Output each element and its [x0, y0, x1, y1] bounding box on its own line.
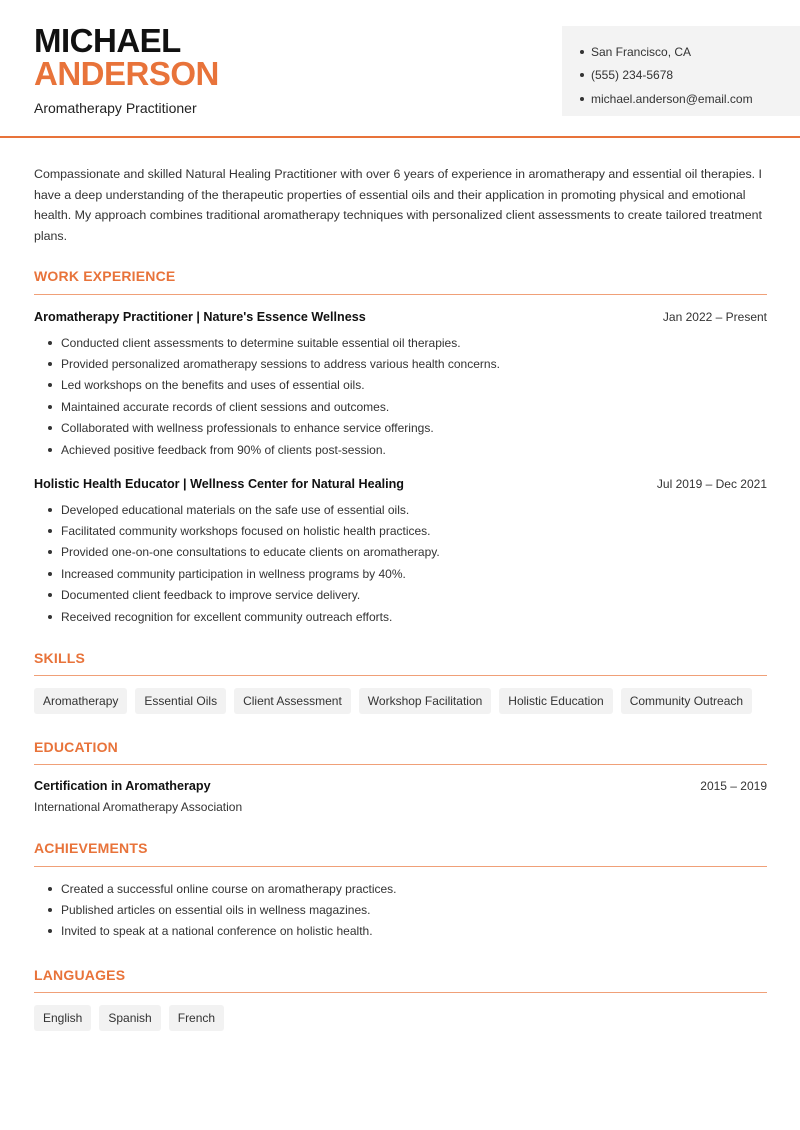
section-title-education: EDUCATION [34, 739, 118, 755]
bullet-text: Provided one-on-one consultations to educate clients on aromatherapy. [61, 545, 440, 560]
bullet-icon [48, 508, 52, 512]
bullet-text: Created a successful online course on aromatherapy practices. [61, 881, 397, 896]
skill-tag: Essential Oils [135, 688, 226, 714]
language-tag: French [169, 1005, 224, 1031]
bullet-text: Invited to speak at a national conference on holistic health. [61, 924, 373, 939]
achievements-list [34, 878, 767, 942]
bullet-icon [48, 341, 52, 345]
job-entry-header [34, 310, 767, 324]
list-item [34, 396, 767, 417]
list-item [34, 375, 767, 396]
section-divider [34, 764, 767, 765]
bullet-icon [48, 593, 52, 597]
section-title-languages: LANGUAGES [34, 967, 126, 983]
bullet-text: Achieved positive feedback from 90% of clients post-session. [61, 442, 386, 457]
skill-tag: Holistic Education [499, 688, 612, 714]
list-item [34, 585, 767, 606]
bullet-text: Facilitated community workshops focused on holistic health practices. [61, 524, 431, 539]
skill-tag: Client Assessment [234, 688, 351, 714]
job-entry-header [34, 477, 767, 491]
bullet-icon [48, 362, 52, 366]
list-item [34, 439, 767, 460]
contact-location [580, 40, 800, 64]
bullet-icon [48, 908, 52, 912]
list-item [34, 520, 767, 541]
languages-list [34, 1005, 224, 1031]
bullet-text: Developed educational materials on the safe use of essential oils. [61, 502, 410, 517]
section-title-achievements: ACHIEVEMENTS [34, 840, 148, 856]
bullet-icon [580, 73, 584, 77]
bullet-icon [580, 50, 584, 54]
job-bullets [34, 332, 767, 460]
list-item [34, 606, 767, 627]
contact-email [580, 87, 800, 111]
institution-name: International Aromatherapy Association [34, 800, 243, 814]
job-bullets [34, 499, 767, 627]
section-divider [34, 294, 767, 295]
bullet-icon [48, 405, 52, 409]
bullet-icon [48, 929, 52, 933]
bullet-icon [48, 572, 52, 576]
bullet-icon [48, 529, 52, 533]
education-dates: 2015 – 2019 [700, 779, 767, 793]
bullet-text: Received recognition for excellent community outreach efforts. [61, 609, 393, 624]
section-divider [34, 675, 767, 676]
resume-header [0, 0, 800, 138]
bullet-text: Published articles on essential oils in wellness magazines. [61, 903, 371, 918]
contact-phone [580, 64, 800, 88]
bullet-icon [48, 448, 52, 452]
skills-list [34, 688, 752, 714]
phone-text: (555) 234-5678 [591, 68, 674, 83]
bullet-text: Conducted client assessments to determine suitable essential oil therapies. [61, 335, 461, 350]
section-title-work: WORK EXPERIENCE [34, 268, 176, 284]
bullet-icon [48, 383, 52, 387]
bullet-icon [580, 97, 584, 101]
job-role: Holistic Health Educator | Wellness Center for Natural Healing [34, 477, 404, 491]
list-item [34, 499, 767, 520]
bullet-icon [48, 615, 52, 619]
location-text: San Francisco, CA [591, 44, 692, 59]
bullet-icon [48, 887, 52, 891]
email-text: michael.anderson@email.com [591, 91, 753, 106]
section-divider [34, 992, 767, 993]
bullet-icon [48, 550, 52, 554]
last-name: ANDERSON [34, 55, 219, 92]
summary-paragraph: Compassionate and skilled Natural Healing Practitioner with over 6 years of experience in aromatherapy and essential oil therapies. I have a deep understanding of the therapeutic properties of essential oils and their application in promoting physical and emotional health. My approach combines traditional aromatherapy techniques with personalized client assessments to create tailored treatment plans. [34, 167, 762, 243]
list-item [34, 332, 767, 353]
skill-tag: Aromatherapy [34, 688, 127, 714]
degree-title: Certification in Aromatherapy [34, 779, 211, 793]
bullet-text: Led workshops on the benefits and uses of essential oils. [61, 378, 365, 393]
skill-tag: Community Outreach [621, 688, 752, 714]
list-item [34, 353, 767, 374]
language-tag: Spanish [99, 1005, 160, 1031]
section-title-skills: SKILLS [34, 650, 85, 666]
job-role: Aromatherapy Practitioner | Nature's Essence Wellness [34, 310, 366, 324]
bullet-text: Documented client feedback to improve service delivery. [61, 588, 361, 603]
list-item [34, 418, 767, 439]
contact-panel [562, 26, 800, 116]
list-item [34, 542, 767, 563]
job-title: Aromatherapy Practitioner [34, 100, 197, 116]
list-item [34, 563, 767, 584]
job-dates: Jan 2022 – Present [662, 310, 767, 324]
language-tag: English [34, 1005, 91, 1031]
list-item [34, 878, 767, 899]
first-name: MICHAEL [34, 22, 181, 59]
bullet-text: Collaborated with wellness professionals to enhance service offerings. [61, 421, 434, 436]
list-item [34, 921, 767, 942]
bullet-text: Maintained accurate records of client sessions and outcomes. [61, 399, 390, 414]
bullet-text: Increased community participation in wellness programs by 40%. [61, 566, 406, 581]
section-divider [34, 866, 767, 867]
education-entry-header [34, 779, 767, 793]
bullet-text: Provided personalized aromatherapy sessions to address various health concerns. [61, 357, 500, 372]
skill-tag: Workshop Facilitation [359, 688, 492, 714]
list-item [34, 899, 767, 920]
job-dates: Jul 2019 – Dec 2021 [656, 477, 767, 491]
bullet-icon [48, 426, 52, 430]
